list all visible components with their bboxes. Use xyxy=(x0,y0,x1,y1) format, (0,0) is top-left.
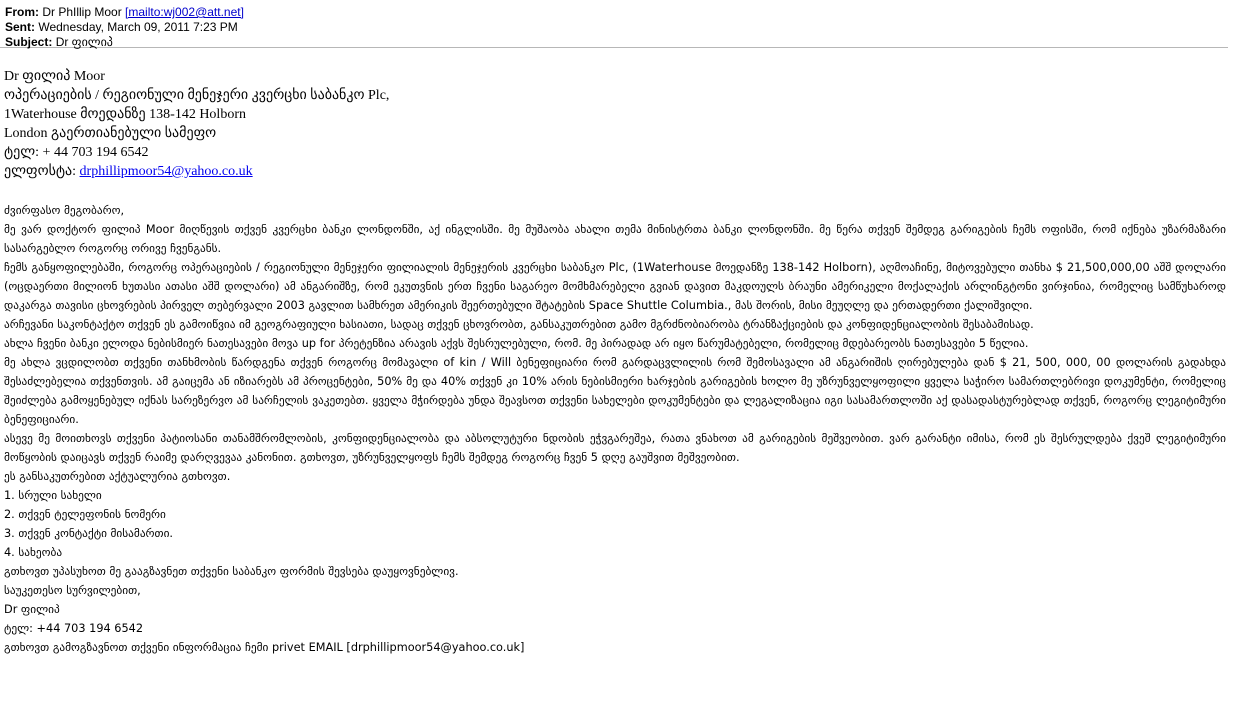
signature-email-label: ელფოსტა: xyxy=(4,164,77,179)
body-paragraph-1: მე ვარ დოქტორ ფილიპ Moor მიღწევის თქვენ კვერცხი ბანკი ლონდონში, აქ ინგლისში. მე მუშაობა ახალი თემა მინისტრთა ბანკი ლონდონში. მე წერა თქვენ შემდეგ გარიგების ჩემს ოფისში, რომ იქნება უზარმაზარი სასარგებლო როგორც ორივე ჩვენგანს. xyxy=(4,223,1226,255)
body-paragraph-5: მე ახლა ვცდილობთ თქვენი თანხმობის წარდგენა თქვენ როგორც მომავალი of kin / Will ბენეფიციარი რომ გარდაცვლილის რომ შემოსავალი ამ ანგარიშის ღირებულება დან $ 21, 500, 000, 00 დოლარის გადახდა შესაძლებელია თქვენთვის. ამ გაიცემა ან იზიარებს ამ პროცენტები, 50% მე და 40% თქვენ კი 10% არის ნებისმიერი ხარჯების გარიგების ხოლო მე უზრუნველყოფილი ყველა საჭირო სამართლებრივი დოკუმენტი, რომელიც შეიძლება გამოყენებულ იქნას სარეზერვო ამ სარჩელის ვაკეთებთ. ყველა მჭირდება უნდა შეავსოთ თქვენი სახელები დოკუმენტები და ლეგალიზაცია იგი სასამართლოში აქ დასადასტურებლად თქვენ, როგორც ლეგიტიმური ბენეფიციარი. xyxy=(4,356,1226,426)
sender-signature-block xyxy=(4,67,389,181)
signature-email-row xyxy=(4,162,389,181)
body-paragraph-2: ჩემს განყოფილებაში, როგორც ოპერაციების / რეგიონული მენეჯერი ფილიალის მენეჯერის კვერცხი საბანკო Plc, (1Waterhouse მოედანზე 138-142 Holborn), აღმოაჩინე, მიტოვებული თანხა $ 21,500,000,00 აშშ დოლარი (ოცდაერთი მილიონ ხუთასი ათასი აშშ დოლარი) ამ ანგარიშზე, რომ ეკუთვნის ერთ ჩვენი საგარეო მომხმარებელი გვიან დავით მაკდოულს ბრაუნი ამერიკელი მოქალაქის არლინგტონი ვირჯინია, რომელიც სამწუხაროდ დაკარგა თავისი ცხოვრების პირველ თებერვალი 2003 გავლით სამხრეთ ამერიკის შეერთებული შტატების Space Shuttle Columbia., მას შორის, მისი მეუღლე და ერთადერთი ქალიშვილი. xyxy=(4,261,1226,312)
closing-line-1: გთხოვთ უპასუხოთ მე გააგზავნეთ თქვენი საბანკო ფორმის შევსება დაუყოვნებლივ. xyxy=(4,565,459,578)
signature-email-link[interactable]: drphillipmoor54@yahoo.co.uk xyxy=(79,164,253,179)
list-item: 3. თქვენ კონტაქტი მისამართი. xyxy=(4,527,174,540)
signature-address-line2: London გაერთიანებული სამეფო xyxy=(4,126,217,141)
body-paragraph-6: ასევე მე მოითხოვს თქვენი პატიოსანი თანამშრომლობის, კონფიდენციალობა და აბსოლუტური ნდობის ეჭვგარეშეა, რათა ვნახოთ ამ გარიგების მეშვეობით. ვარ გარანტი იმისა, რომ ეს შესრულდება ქვეშ ლეგიტიმური მოწყობის დაიცავს თქვენ რაიმე დარღვევაა კანონით. გთხოვთ, უზრუნველყოფს ჩემს შემდეგ როგორც ჩვენ 5 დღე გაუშვით მეშვეობით. xyxy=(4,432,1226,464)
sent-row xyxy=(5,20,1228,35)
signature-address-line1: 1Waterhouse მოედანზე 138-142 Holborn xyxy=(4,107,246,122)
closing-signature-name: Dr ფილიპ xyxy=(4,603,60,616)
signature-title: ოპერაციების / რეგიონული მენეჯერი კვერცხი საბანკო Plc, xyxy=(4,88,390,103)
sent-value: Wednesday, March 09, 2011 7:23 PM xyxy=(38,20,238,34)
body-paragraph-3: არჩევანი საკონტაქტო თქვენ ეს გამოიწვია იმ გეოგრაფიული ხასიათი, სადაც თქვენ ცხოვრობთ, განსაკუთრებით გამო მგრძნობიარობა ტრანზაქციების და კონფიდენციალობის შესაბამისად. xyxy=(4,318,1034,331)
subject-row xyxy=(5,35,1228,50)
email-body xyxy=(4,201,1226,657)
list-item: 4. სახეობა xyxy=(4,546,63,559)
from-row xyxy=(5,5,1228,20)
signature-phone: ტელ: + 44 703 194 6542 xyxy=(4,145,149,160)
closing-signature-phone: ტელ: +44 703 194 6542 xyxy=(4,622,144,635)
greeting: ძვირფასო მეგობარო, xyxy=(4,204,125,217)
sent-label: Sent: xyxy=(5,20,35,34)
from-email-link[interactable]: [mailto:wj002@att.net] xyxy=(125,5,244,19)
email-header xyxy=(0,0,1228,48)
subject-label: Subject: xyxy=(5,35,53,49)
from-name: Dr PhIllip Moor xyxy=(42,5,122,19)
list-item: 1. სრული სახელი xyxy=(4,489,102,502)
closing-line-2: საუკეთესო სურვილებით, xyxy=(4,584,141,597)
from-label: From: xyxy=(5,5,39,19)
body-paragraph-7: ეს განსაკუთრებით აქტუალურია გთხოვთ. xyxy=(4,470,231,483)
list-item: 2. თქვენ ტელეფონის ნომერი xyxy=(4,508,166,521)
subject-value: Dr ფილიპ xyxy=(55,35,113,49)
closing-email-request: გთხოვთ გამოგზავნოთ თქვენი ინფორმაცია ჩემი privet EMAIL [drphillipmoor54@yahoo.co.uk] xyxy=(4,641,525,654)
body-paragraph-4: ახლა ჩვენი ბანკი ელოდა ნებისმიერ ნათესავები მოვა up for პრეტენზია არავის აქვს შესრულებული, რომ. მე პირადად არ იყო წარუმატებელი, რომელიც მდებარეობს ნათესავები 5 წელია. xyxy=(4,337,1029,350)
signature-name: Dr ფილიპ Moor xyxy=(4,69,105,84)
